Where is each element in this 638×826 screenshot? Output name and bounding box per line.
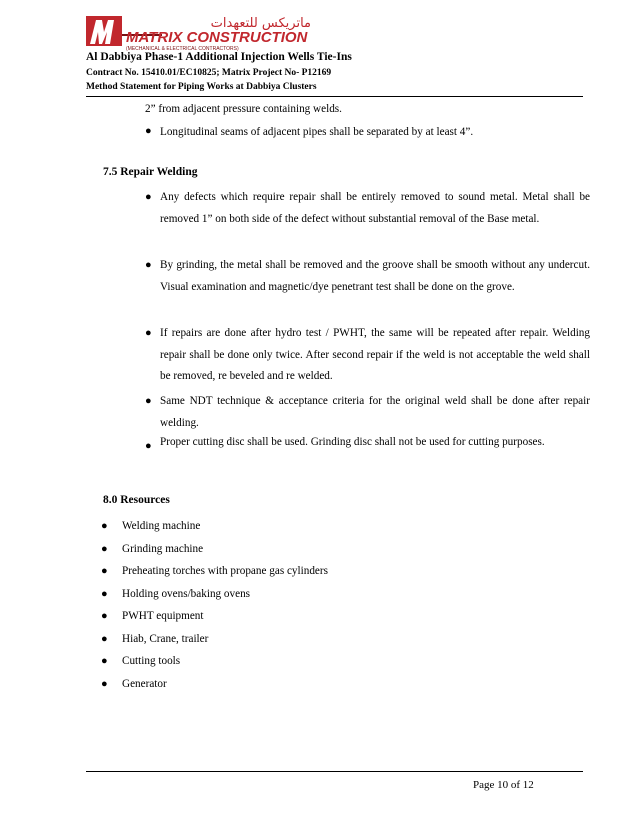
- bullet-icon: ●: [101, 655, 108, 667]
- bullet-icon: ●: [101, 678, 108, 690]
- list-item: PWHT equipment: [122, 610, 204, 622]
- section-heading-resources: 8.0 Resources: [103, 494, 170, 506]
- list-item: Generator: [122, 678, 167, 690]
- method-statement-line: Method Statement for Piping Works at Dabbiya Clusters: [86, 82, 317, 92]
- bullet-icon: ●: [145, 395, 152, 407]
- bullet-icon: ●: [101, 610, 108, 622]
- bullet-icon: ●: [101, 520, 108, 532]
- list-item: If repairs are done after hydro test / PWHT, the same will be repeated after repair. Welding repair shall be done only twice. After second repair if the weld is not acceptable the weld shall be removed, re beveled and re welded.: [160, 327, 590, 382]
- list-item: Hiab, Crane, trailer: [122, 633, 209, 645]
- bullet-icon: ●: [101, 543, 108, 555]
- list-item: Cutting tools: [122, 655, 181, 667]
- bullet-icon: ●: [145, 125, 152, 137]
- list-item: Same NDT technique & acceptance criteria for the original weld shall be done after repair welding.: [160, 395, 590, 429]
- bullet-icon: ●: [145, 440, 152, 452]
- section-heading-repair-welding: 7.5 Repair Welding: [103, 166, 198, 178]
- header-divider: [86, 96, 583, 97]
- list-item: Welding machine: [122, 520, 201, 532]
- bullet-icon: ●: [101, 633, 108, 645]
- logo-company-name: MATRIX CONSTRUCTION: [126, 29, 308, 46]
- continuation-text: 2” from adjacent pressure containing welds.: [145, 103, 342, 115]
- logo-tagline: (MECHANICAL & ELECTRICAL CONTRACTORS): [126, 46, 239, 52]
- page-number: Page 10 of 12: [473, 779, 534, 791]
- bullet-icon: ●: [101, 588, 108, 600]
- footer-divider: [86, 771, 583, 772]
- bullet-icon: ●: [145, 191, 152, 203]
- bullet-icon: ●: [145, 327, 152, 339]
- list-item: Longitudinal seams of adjacent pipes shall be separated by at least 4”.: [160, 126, 474, 138]
- contract-line: Contract No. 15410.01/EC10825; Matrix Project No- P12169: [86, 68, 332, 78]
- company-logo: [86, 14, 356, 54]
- bullet-icon: ●: [101, 565, 108, 577]
- list-item: Proper cutting disc shall be used. Grinding disc shall not be used for cutting purposes.: [160, 436, 545, 448]
- list-item: Any defects which require repair shall be entirely removed to sound metal. Metal shall be removed 1” on both side of the defect without substantial removal of the Base metal.: [160, 191, 590, 225]
- document-title: Al Dabbiya Phase-1 Additional Injection Wells Tie-Ins: [86, 51, 352, 63]
- logo-arabic-text: ماتريكس للتعهدات: [210, 16, 311, 31]
- bullet-icon: ●: [145, 259, 152, 271]
- list-item: Preheating torches with propane gas cylinders: [122, 565, 328, 577]
- list-item: Grinding machine: [122, 543, 204, 555]
- list-item: By grinding, the metal shall be removed and the groove shall be smooth without any undercut. Visual examination and magnetic/dye penetrant test shall be done on the grove.: [160, 259, 590, 293]
- list-item: Holding ovens/baking ovens: [122, 588, 251, 600]
